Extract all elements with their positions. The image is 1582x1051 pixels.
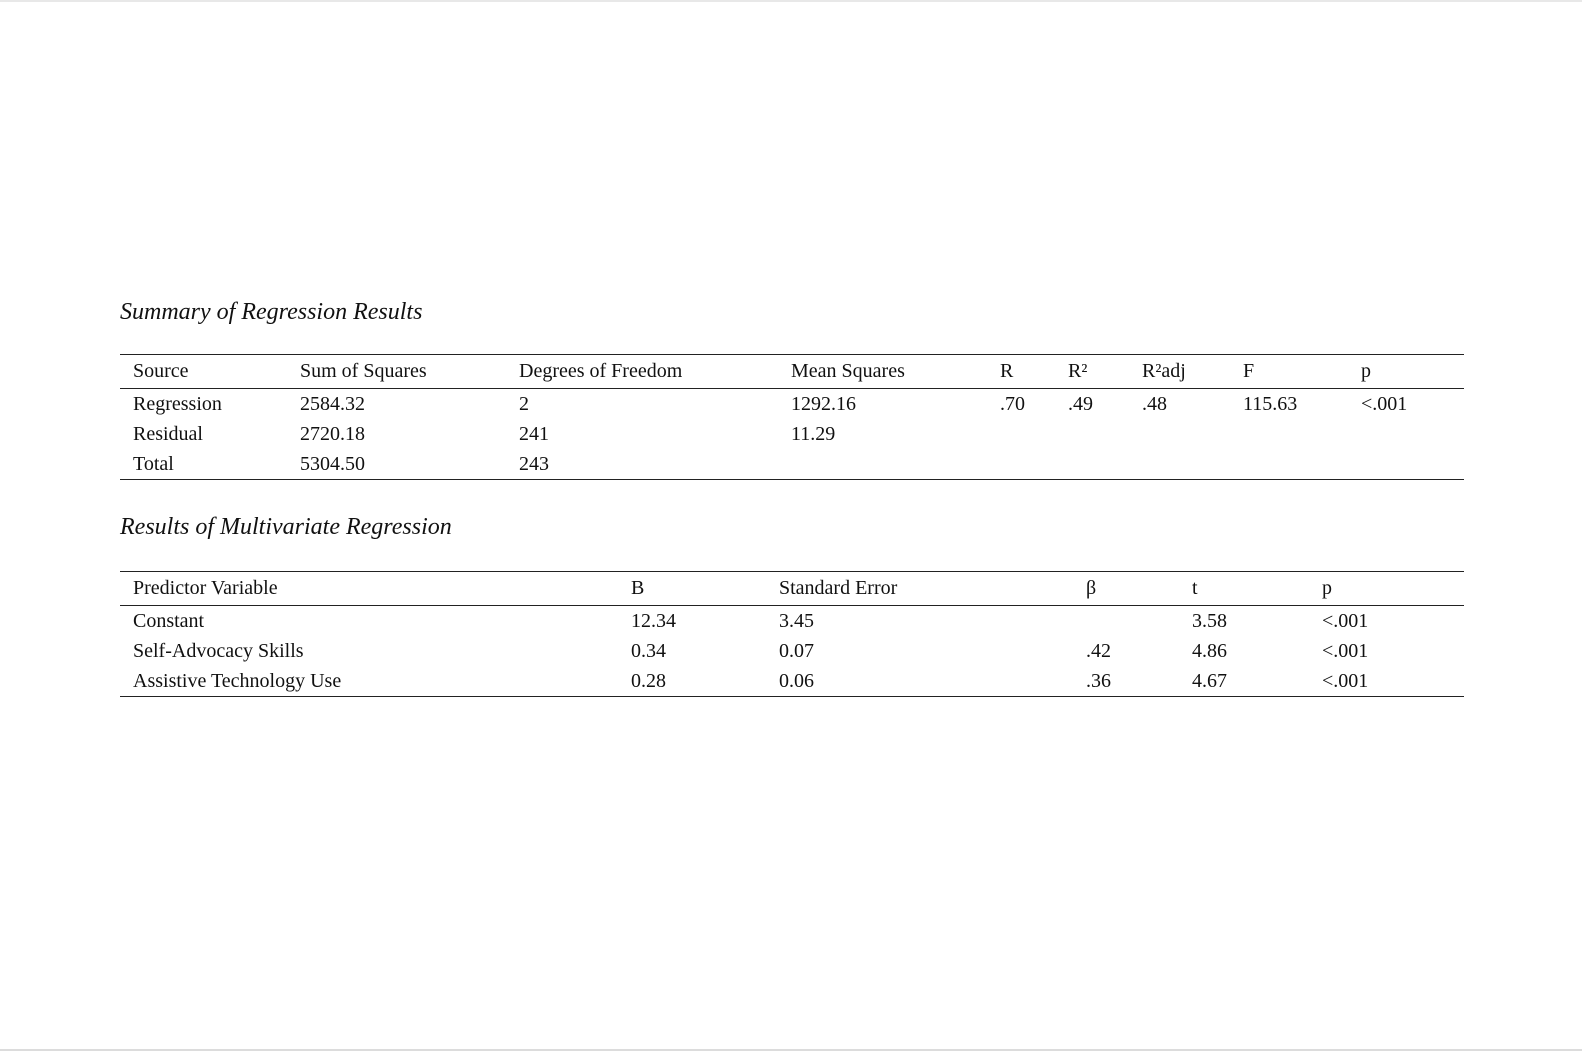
predictors-table [120,571,1464,697]
table-cell [791,449,1000,480]
table-cell: <.001 [1322,640,1369,662]
table-cell: Total [133,453,174,475]
table-cell: 3.58 [1192,610,1227,632]
table-cell: 12.34 [631,610,676,632]
table-cell: 5304.50 [300,453,365,475]
table-cell: 115.63 [1243,393,1298,415]
table-cell: .70 [1000,393,1025,415]
summary-table-title: Summary of Regression Results [120,299,423,325]
table-cell: .48 [1142,393,1167,415]
column-header: R [1000,360,1014,382]
column-header: Sum of Squares [300,360,427,382]
table-cell: 2 [519,393,529,415]
table-cell [1142,419,1243,449]
table-cell [1068,419,1142,449]
column-header: β [1086,577,1097,599]
predictors-header-row [120,572,1464,606]
table-cell: 1292.16 [791,393,856,415]
column-header: F [1243,360,1255,382]
table-row [120,606,1464,637]
column-header: R²adj [1142,360,1186,382]
table-cell: .42 [1086,640,1111,662]
table-cell: Assistive Technology Use [133,670,342,692]
summary-table [120,354,1464,480]
table-cell [1361,419,1464,449]
table-cell: 11.29 [791,423,836,445]
table-cell [1068,449,1142,480]
table-cell: .49 [1068,393,1093,415]
table-cell: 4.86 [1192,640,1227,662]
table-cell: <.001 [1361,393,1408,415]
page-top-edge [0,0,1582,2]
table-cell [1243,449,1361,480]
table-row [120,419,1464,449]
table-cell: 0.28 [631,670,666,692]
table-cell: 2720.18 [300,423,365,445]
column-header: Predictor Variable [133,577,278,599]
table-cell [1243,419,1361,449]
table-cell: <.001 [1322,610,1369,632]
table-cell [1142,449,1243,480]
table-cell: 0.06 [779,670,814,692]
column-header: p [1322,577,1332,599]
column-header: p [1361,360,1371,382]
table-cell: Regression [133,393,222,415]
table-cell: 0.34 [631,640,666,662]
column-header: R² [1068,360,1088,382]
table-cell: .36 [1086,670,1111,692]
column-header: Standard Error [779,577,898,599]
table-cell [1361,449,1464,480]
column-header: B [631,577,645,599]
table-cell [1000,449,1068,480]
column-header: Source [133,360,189,382]
table-cell: Residual [133,423,203,445]
predictors-table-title: Results of Multivariate Regression [120,514,452,540]
column-header: Mean Squares [791,360,905,382]
table-cell: 3.45 [779,610,814,632]
column-header: t [1192,577,1198,599]
table-cell [1000,419,1068,449]
table-cell: 243 [519,453,549,475]
column-header: Degrees of Freedom [519,360,683,382]
table-cell [1086,606,1192,637]
table-row [120,636,1464,666]
table-cell: 2584.32 [300,393,365,415]
table-cell: Self-Advocacy Skills [133,640,304,662]
table-cell: Constant [133,610,205,632]
table-row [120,389,1464,420]
table-cell: 4.67 [1192,670,1227,692]
table-cell: 241 [519,423,549,445]
table-cell: <.001 [1322,670,1369,692]
table-row [120,666,1464,697]
summary-header-row [120,355,1464,389]
table-row [120,449,1464,480]
table-cell: 0.07 [779,640,814,662]
